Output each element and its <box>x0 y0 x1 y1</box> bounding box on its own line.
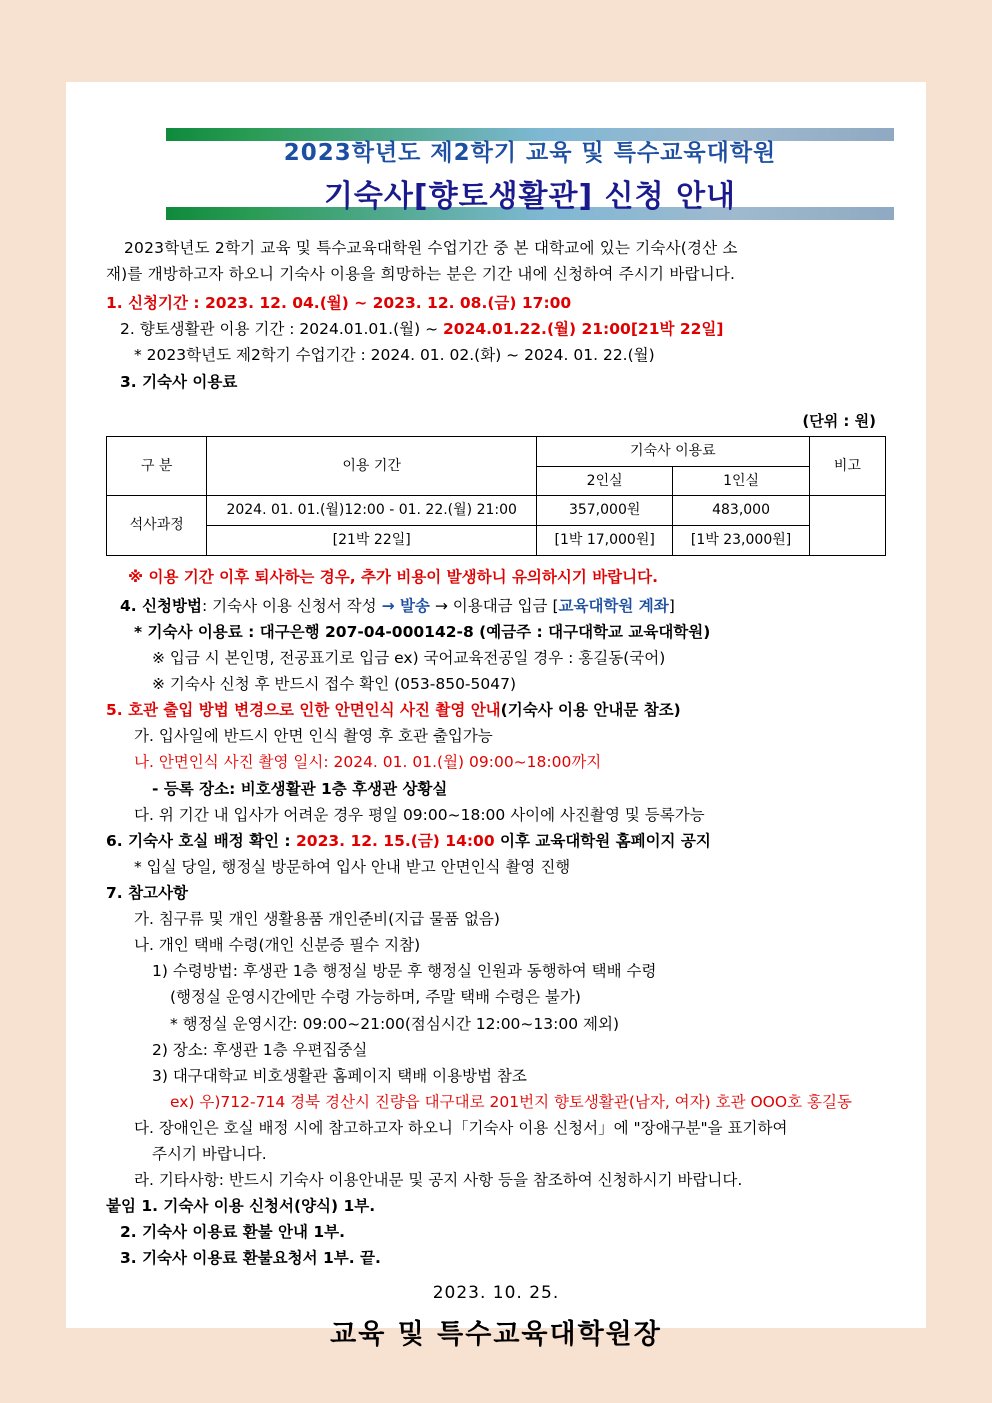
item-5-suffix: (기숙사 이용 안내문 참조) <box>500 701 681 720</box>
item-4-rest: : 기숙사 이용 신청서 작성 <box>201 596 382 615</box>
item-4-account-info: * 기숙사 이용료 : 대구은행 207-04-000142-8 (예금주 : 대구대학교 교육대학원) <box>134 622 711 641</box>
item-2-note: * 2023학년도 제2학기 수업기간 : 2024. 01. 02.(화) ~ 2024. 01. 22.(월) <box>134 346 655 365</box>
table-row <box>107 525 886 555</box>
item-4-how-to-apply <box>106 594 886 619</box>
table-row <box>107 496 886 526</box>
document-date: 2023. 10. 25. <box>432 1282 560 1303</box>
item-6-date: 2023. 12. 15.(금) 14:00 <box>296 831 495 850</box>
item-5-d: 다. 위 기간 내 입사가 어려운 경우 평일 09:00~18:00 사이에 사진촬영 및 등록가능 <box>134 805 705 824</box>
item-7-b-1-note: (행정실 운영시간에만 수령 가능하며, 주말 택배 수령은 불가) <box>170 988 581 1007</box>
title-line-2: 기숙사[향토생활관] 신청 안내 <box>323 178 737 214</box>
header-period: 이용 기간 <box>207 436 537 495</box>
item-2-usage-period <box>106 317 886 342</box>
header-remark: 비고 <box>809 436 885 495</box>
checkout-warning: ※ 이용 기간 이후 퇴사하는 경우, 추가 비용이 발생하니 유의하시기 바랍니다. <box>128 567 658 586</box>
item-6-rest: 이후 교육대학원 홈페이지 공지 <box>494 831 711 850</box>
item-4-end: ] <box>668 596 675 615</box>
item-6-label: 6. 기숙사 호실 배정 확인 : <box>106 831 297 850</box>
cell-single-line-2: [1박 23,000원] <box>673 525 809 555</box>
header-fee-double: 2인실 <box>536 466 672 496</box>
item-7-b-1: 1) 수령방법: 후생관 1층 행정실 방문 후 행정실 인원과 동행하여 택배 수령 <box>152 962 657 981</box>
item-5-c-location: - 등록 장소: 비호생활관 1층 후생관 상황실 <box>152 779 448 798</box>
intro-line-2: 재)를 개방하고자 하오니 기숙사 이용을 희망하는 분은 기간 내에 신청하여 주시기 바랍니다. <box>106 265 736 284</box>
cell-period-line-1: 2024. 01. 01.(월)12:00 - 01. 22.(월) 21:00 <box>207 496 537 526</box>
cell-remark <box>809 496 885 555</box>
attachment-3: 3. 기숙사 이용료 환불요청서 1부. 끝. <box>120 1249 381 1268</box>
item-7-a: 가. 침구류 및 개인 생활용품 개인준비(지급 물품 없음) <box>134 910 500 929</box>
item-4-confirm-note: ※ 기숙사 신청 후 반드시 접수 확인 (053-850-5047) <box>152 675 517 694</box>
cell-single-line-1: 483,000 <box>673 496 809 526</box>
item-4-account-link[interactable]: 교육대학원 계좌 <box>558 596 669 615</box>
header-division: 구 분 <box>107 436 207 495</box>
item-7-b: 나. 개인 택배 수령(개인 신분증 필수 지참) <box>134 936 421 955</box>
item-2-label: 2. 향토생활관 이용 기간 : 2024.01.01.(월) ~ <box>120 320 443 339</box>
title-banner-inner <box>166 139 894 214</box>
item-5-face-recognition <box>106 698 886 723</box>
item-7-d: 라. 기타사항: 반드시 기숙사 이용안내문 및 공지 사항 등을 참조하여 신청하시기 바랍니다. <box>134 1171 743 1190</box>
item-5-a: 가. 입사일에 반드시 안면 인식 촬영 후 호관 출입가능 <box>134 727 493 746</box>
item-4-arrow-send: → 발송 <box>381 596 430 615</box>
fee-table <box>106 436 886 556</box>
fee-unit-label: (단위 : 원) <box>802 411 876 430</box>
item-5-label: 5. 호관 출입 방법 변경으로 인한 안면인식 사진 촬영 안내 <box>106 701 501 720</box>
title-line-1: 2023학년도 제2학기 교육 및 특수교육대학원 <box>283 139 777 166</box>
cell-double-line-1: 357,000원 <box>536 496 672 526</box>
item-7-c-line-2: 주시기 바랍니다. <box>152 1145 267 1164</box>
intro-line-1 <box>106 236 886 261</box>
item-7-b-3: 3) 대구대학교 비호생활관 홈페이지 택배 이용방법 참조 <box>152 1066 527 1085</box>
fee-table-header-row-1 <box>107 436 886 466</box>
document-page <box>66 82 926 1351</box>
title-banner <box>166 128 894 220</box>
item-4-label: 4. 신청방법 <box>120 596 202 615</box>
cell-double-line-2: [1박 17,000원] <box>536 525 672 555</box>
cell-division: 석사과정 <box>107 496 207 555</box>
item-7-c-line-1: 다. 장애인은 호실 배정 시에 참고하고자 하오니「기숙사 이용 신청서」에 "장애구분"을 표기하여 <box>134 1118 788 1137</box>
item-4-mid: → 이용대금 입금 [ <box>429 596 559 615</box>
item-1-application-period: 1. 신청기간 : 2023. 12. 04.(월) ~ 2023. 12. 08.(금) 17:00 <box>106 294 572 313</box>
item-2-value: 2024.01.22.(월) 21:00[21박 22일] <box>443 320 724 339</box>
item-7-b-2: 2) 장소: 후생관 1층 우편집중실 <box>152 1040 368 1059</box>
item-7-b-1-hours: * 행정실 운영시간: 09:00~21:00(점심시간 12:00~13:00 제외) <box>170 1014 619 1033</box>
intro-line-1-text: 2023학년도 2학기 교육 및 특수교육대학원 수업기간 중 본 대학교에 있는 기숙사(경산 소 <box>124 239 738 257</box>
item-5-b: 나. 안면인식 사진 촬영 일시: 2024. 01. 01.(월) 09:00~18:00까지 <box>134 753 602 772</box>
item-7-b-3-example: ex) 우)712-714 경북 경산시 진량읍 대구대로 201번지 향토생활관(남자, 여자) 호관 OOO호 홍길동 <box>170 1092 852 1111</box>
document-body <box>106 236 886 1357</box>
issuing-organization: 교육 및 특수교육대학원장 <box>330 1319 662 1351</box>
cell-period-line-2: [21박 22일] <box>207 525 537 555</box>
header-fee: 기숙사 이용료 <box>536 436 809 466</box>
attachment-2: 2. 기숙사 이용료 환불 안내 1부. <box>120 1223 346 1242</box>
item-3-fee-heading: 3. 기숙사 이용료 <box>120 372 238 391</box>
attachment-1: 붙임 1. 기숙사 이용 신청서(양식) 1부. <box>106 1197 376 1216</box>
item-6-room-assignment <box>106 829 886 854</box>
header-fee-single: 1인실 <box>673 466 809 496</box>
intro-paragraph <box>106 236 886 287</box>
item-6-note: * 입실 당일, 행정실 방문하여 입사 안내 받고 안면인식 촬영 진행 <box>134 857 571 876</box>
item-4-deposit-note: ※ 입금 시 본인명, 전공표기로 입금 ex) 국어교육전공일 경우 : 홍길동(국어) <box>152 648 666 667</box>
item-7-references: 7. 참고사항 <box>106 883 188 902</box>
